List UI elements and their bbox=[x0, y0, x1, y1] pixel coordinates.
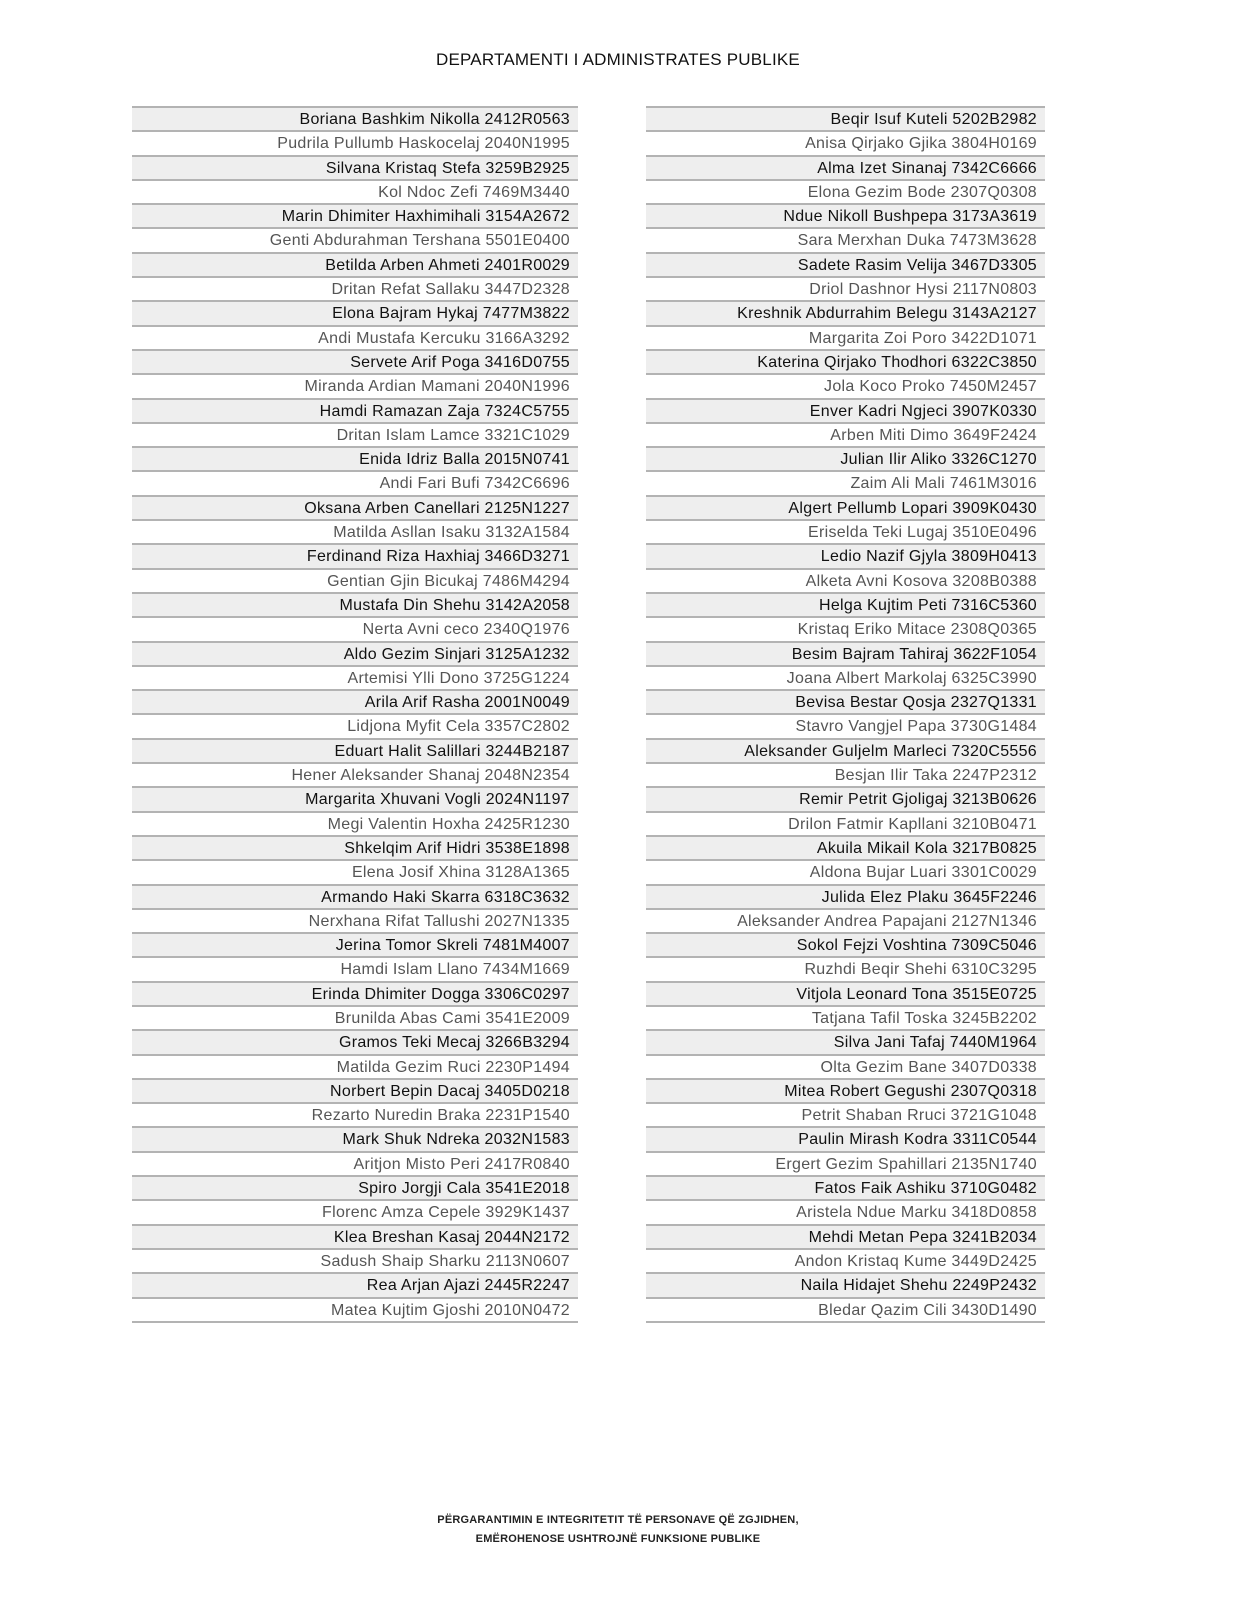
name-row: Helga Kujtim Peti 7316C5360 bbox=[646, 592, 1045, 616]
name-row: Aldo Gezim Sinjari 3125A1232 bbox=[132, 641, 578, 665]
name-row: Beqir Isuf Kuteli 5202B2982 bbox=[646, 106, 1045, 130]
name-row: Naila Hidajet Shehu 2249P2432 bbox=[646, 1272, 1045, 1296]
name-row: Ferdinand Riza Haxhiaj 3466D3271 bbox=[132, 543, 578, 567]
name-row: Alma Izet Sinanaj 7342C6666 bbox=[646, 155, 1045, 179]
name-row: Artemisi Ylli Dono 3725G1224 bbox=[132, 665, 578, 689]
footer-line-2: EMËROHENOSE USHTROJNË FUNKSIONE PUBLIKE bbox=[475, 1533, 761, 1545]
name-row: Armando Haki Skarra 6318C3632 bbox=[132, 884, 578, 908]
name-row: Tatjana Tafil Toska 3245B2202 bbox=[646, 1005, 1045, 1029]
name-row: Matilda Gezim Ruci 2230P1494 bbox=[132, 1054, 578, 1078]
name-row: Betilda Arben Ahmeti 2401R0029 bbox=[132, 252, 578, 276]
name-row: Aritjon Misto Peri 2417R0840 bbox=[132, 1151, 578, 1175]
name-row: Sara Merxhan Duka 7473M3628 bbox=[646, 227, 1045, 251]
name-row: Elena Josif Xhina 3128A1365 bbox=[132, 859, 578, 883]
name-row: Aristela Ndue Marku 3418D0858 bbox=[646, 1199, 1045, 1223]
name-row: Vitjola Leonard Tona 3515E0725 bbox=[646, 981, 1045, 1005]
name-row: Kristaq Eriko Mitace 2308Q0365 bbox=[646, 616, 1045, 640]
name-row: Mehdi Metan Pepa 3241B2034 bbox=[646, 1224, 1045, 1248]
right-name-column bbox=[646, 106, 1045, 1323]
name-row: Silva Jani Tafaj 7440M1964 bbox=[646, 1029, 1045, 1053]
name-row: Besim Bajram Tahiraj 3622F1054 bbox=[646, 641, 1045, 665]
name-row: Aleksander Andrea Papajani 2127N1346 bbox=[646, 908, 1045, 932]
name-row: Fatos Faik Ashiku 3710G0482 bbox=[646, 1175, 1045, 1199]
name-row: Jerina Tomor Skreli 7481M4007 bbox=[132, 932, 578, 956]
name-row: Norbert Bepin Dacaj 3405D0218 bbox=[132, 1078, 578, 1102]
footer-line-1: PËRGARANTIMIN E INTEGRITETIT TË PERSONAVE QË ZGJIDHEN, bbox=[437, 1514, 799, 1526]
name-row: Mustafa Din Shehu 3142A2058 bbox=[132, 592, 578, 616]
column-bottom-rule bbox=[132, 1321, 578, 1323]
name-row: Megi Valentin Hoxha 2425R1230 bbox=[132, 811, 578, 835]
name-row: Erinda Dhimiter Dogga 3306C0297 bbox=[132, 981, 578, 1005]
name-row: Julian Ilir Aliko 3326C1270 bbox=[646, 446, 1045, 470]
name-row: Sokol Fejzi Voshtina 7309C5046 bbox=[646, 932, 1045, 956]
name-row: Andi Mustafa Kercuku 3166A3292 bbox=[132, 325, 578, 349]
left-name-column bbox=[132, 106, 578, 1323]
name-row: Ndue Nikoll Bushpepa 3173A3619 bbox=[646, 203, 1045, 227]
name-row: Katerina Qirjako Thodhori 6322C3850 bbox=[646, 349, 1045, 373]
name-row: Bledar Qazim Cili 3430D1490 bbox=[646, 1297, 1045, 1321]
name-row: Petrit Shaban Rruci 3721G1048 bbox=[646, 1102, 1045, 1126]
name-row: Algert Pellumb Lopari 3909K0430 bbox=[646, 495, 1045, 519]
name-row: Driol Dashnor Hysi 2117N0803 bbox=[646, 276, 1045, 300]
name-row: Eriselda Teki Lugaj 3510E0496 bbox=[646, 519, 1045, 543]
name-row: Kreshnik Abdurrahim Belegu 3143A2127 bbox=[646, 300, 1045, 324]
name-row: Ledio Nazif Gjyla 3809H0413 bbox=[646, 543, 1045, 567]
name-row: Brunilda Abas Cami 3541E2009 bbox=[132, 1005, 578, 1029]
name-row: Lidjona Myfit Cela 3357C2802 bbox=[132, 713, 578, 737]
name-row: Matea Kujtim Gjoshi 2010N0472 bbox=[132, 1297, 578, 1321]
name-row: Mitea Robert Gegushi 2307Q0318 bbox=[646, 1078, 1045, 1102]
name-row: Klea Breshan Kasaj 2044N2172 bbox=[132, 1224, 578, 1248]
name-row: Nerta Avni ceco 2340Q1976 bbox=[132, 616, 578, 640]
name-row: Gentian Gjin Bicukaj 7486M4294 bbox=[132, 568, 578, 592]
name-row: Shkelqim Arif Hidri 3538E1898 bbox=[132, 835, 578, 859]
name-row: Besjan Ilir Taka 2247P2312 bbox=[646, 762, 1045, 786]
name-row: Oksana Arben Canellari 2125N1227 bbox=[132, 495, 578, 519]
name-row: Kol Ndoc Zefi 7469M3440 bbox=[132, 179, 578, 203]
name-row: Margarita Zoi Poro 3422D1071 bbox=[646, 325, 1045, 349]
name-row: Matilda Asllan Isaku 3132A1584 bbox=[132, 519, 578, 543]
name-row: Dritan Islam Lamce 3321C1029 bbox=[132, 422, 578, 446]
name-row: Drilon Fatmir Kapllani 3210B0471 bbox=[646, 811, 1045, 835]
name-row: Margarita Xhuvani Vogli 2024N1197 bbox=[132, 786, 578, 810]
name-row: Dritan Refat Sallaku 3447D2328 bbox=[132, 276, 578, 300]
name-row: Paulin Mirash Kodra 3311C0544 bbox=[646, 1126, 1045, 1150]
name-row: Spiro Jorgji Cala 3541E2018 bbox=[132, 1175, 578, 1199]
name-row: Gramos Teki Mecaj 3266B3294 bbox=[132, 1029, 578, 1053]
column-bottom-rule bbox=[646, 1321, 1045, 1323]
name-row: Elona Gezim Bode 2307Q0308 bbox=[646, 179, 1045, 203]
page-title: DEPARTAMENTI I ADMINISTRATES PUBLIKE bbox=[436, 50, 800, 69]
name-row: Ruzhdi Beqir Shehi 6310C3295 bbox=[646, 956, 1045, 980]
name-row: Genti Abdurahman Tershana 5501E0400 bbox=[132, 227, 578, 251]
name-row: Zaim Ali Mali 7461M3016 bbox=[646, 470, 1045, 494]
name-row: Hamdi Islam Llano 7434M1669 bbox=[132, 956, 578, 980]
name-row: Marin Dhimiter Haxhimihali 3154A2672 bbox=[132, 203, 578, 227]
name-row: Florenc Amza Cepele 3929K1437 bbox=[132, 1199, 578, 1223]
name-row: Sadush Shaip Sharku 2113N0607 bbox=[132, 1248, 578, 1272]
name-row: Anisa Qirjako Gjika 3804H0169 bbox=[646, 130, 1045, 154]
name-row: Andi Fari Bufi 7342C6696 bbox=[132, 470, 578, 494]
name-row: Akuila Mikail Kola 3217B0825 bbox=[646, 835, 1045, 859]
name-row: Enver Kadri Ngjeci 3907K0330 bbox=[646, 398, 1045, 422]
page-footer bbox=[0, 1511, 1236, 1549]
name-row: Olta Gezim Bane 3407D0338 bbox=[646, 1054, 1045, 1078]
name-row: Miranda Ardian Mamani 2040N1996 bbox=[132, 373, 578, 397]
name-row: Alketa Avni Kosova 3208B0388 bbox=[646, 568, 1045, 592]
name-row: Arben Miti Dimo 3649F2424 bbox=[646, 422, 1045, 446]
name-row: Enida Idriz Balla 2015N0741 bbox=[132, 446, 578, 470]
name-row: Jola Koco Proko 7450M2457 bbox=[646, 373, 1045, 397]
name-row: Rezarto Nuredin Braka 2231P1540 bbox=[132, 1102, 578, 1126]
name-row: Nerxhana Rifat Tallushi 2027N1335 bbox=[132, 908, 578, 932]
name-row: Joana Albert Markolaj 6325C3990 bbox=[646, 665, 1045, 689]
name-row: Julida Elez Plaku 3645F2246 bbox=[646, 884, 1045, 908]
name-row: Bevisa Bestar Qosja 2327Q1331 bbox=[646, 689, 1045, 713]
name-row: Hamdi Ramazan Zaja 7324C5755 bbox=[132, 398, 578, 422]
name-row: Stavro Vangjel Papa 3730G1484 bbox=[646, 713, 1045, 737]
name-row: Elona Bajram Hykaj 7477M3822 bbox=[132, 300, 578, 324]
name-row: Arila Arif Rasha 2001N0049 bbox=[132, 689, 578, 713]
name-row: Boriana Bashkim Nikolla 2412R0563 bbox=[132, 106, 578, 130]
name-row: Sadete Rasim Velija 3467D3305 bbox=[646, 252, 1045, 276]
name-row: Silvana Kristaq Stefa 3259B2925 bbox=[132, 155, 578, 179]
name-row: Rea Arjan Ajazi 2445R2247 bbox=[132, 1272, 578, 1296]
name-row: Servete Arif Poga 3416D0755 bbox=[132, 349, 578, 373]
name-row: Mark Shuk Ndreka 2032N1583 bbox=[132, 1126, 578, 1150]
name-row: Hener Aleksander Shanaj 2048N2354 bbox=[132, 762, 578, 786]
name-row: Aldona Bujar Luari 3301C0029 bbox=[646, 859, 1045, 883]
name-row: Aleksander Guljelm Marleci 7320C5556 bbox=[646, 738, 1045, 762]
name-row: Andon Kristaq Kume 3449D2425 bbox=[646, 1248, 1045, 1272]
name-row: Remir Petrit Gjoligaj 3213B0626 bbox=[646, 786, 1045, 810]
name-row: Ergert Gezim Spahillari 2135N1740 bbox=[646, 1151, 1045, 1175]
name-row: Pudrila Pullumb Haskocelaj 2040N1995 bbox=[132, 130, 578, 154]
name-row: Eduart Halit Salillari 3244B2187 bbox=[132, 738, 578, 762]
